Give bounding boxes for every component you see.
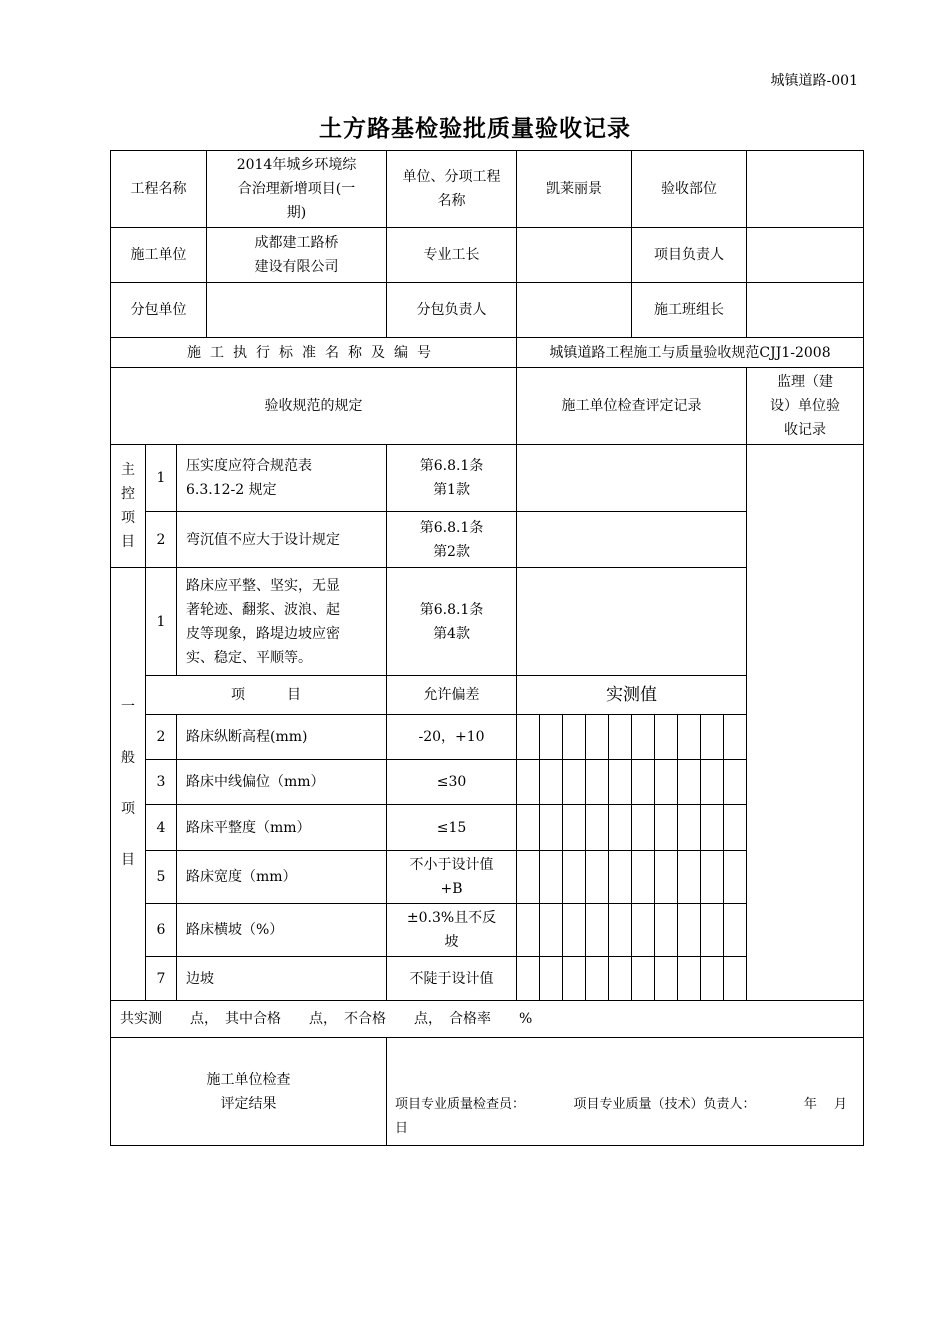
project-name-line-3: 期) bbox=[286, 205, 307, 221]
measured-cell bbox=[609, 760, 632, 805]
measured-cell bbox=[678, 957, 701, 1001]
measured-cell bbox=[701, 760, 724, 805]
measured-cell bbox=[563, 805, 586, 851]
item-description: 弯沉值不应大于设计规定 bbox=[177, 512, 387, 568]
supervisor-header: 监理（建 设）单位验 收记录 bbox=[747, 368, 864, 445]
measured-cell bbox=[701, 715, 724, 760]
item-number: 1 bbox=[146, 445, 177, 512]
measured-cell bbox=[632, 805, 655, 851]
subcontractor-row bbox=[111, 283, 864, 338]
item-name: 路床纵断高程(mm) bbox=[177, 715, 387, 760]
measured-cell bbox=[678, 805, 701, 851]
project-name-value bbox=[207, 151, 387, 228]
measured-cell bbox=[724, 805, 747, 851]
sub-lead-value bbox=[517, 283, 632, 338]
summary-row bbox=[111, 1001, 864, 1038]
measured-cell bbox=[632, 957, 655, 1001]
tolerance-value: ≤30 bbox=[387, 760, 517, 805]
check-record-cell bbox=[517, 445, 747, 512]
item-number: 2 bbox=[146, 715, 177, 760]
general-items-group-label: 一 般 项 目 bbox=[111, 568, 146, 1001]
item-clause: 第6.8.1条 第2款 bbox=[387, 512, 517, 568]
item-number: 4 bbox=[146, 805, 177, 851]
item-column-header: 项 目 bbox=[146, 676, 387, 715]
measured-cell bbox=[540, 904, 563, 957]
main-item-row bbox=[111, 445, 864, 512]
item-number: 6 bbox=[146, 904, 177, 957]
contractor-label: 施工单位 bbox=[111, 228, 207, 283]
measured-cell bbox=[655, 957, 678, 1001]
measured-cell bbox=[563, 851, 586, 904]
measured-cell bbox=[724, 760, 747, 805]
measured-cell bbox=[517, 957, 540, 1001]
tolerance-value: ≤15 bbox=[387, 805, 517, 851]
project-name-label: 工程名称 bbox=[111, 151, 207, 228]
measured-cell bbox=[724, 851, 747, 904]
project-name-line-2: 合治理新增项目(一 bbox=[237, 181, 356, 197]
summary-text: 共实测 点， 其中合格 点， 不合格 点， 合格率 % bbox=[111, 1001, 864, 1038]
main-items-group-label: 主 控 项 目 bbox=[111, 445, 146, 568]
project-info-row bbox=[111, 151, 864, 228]
item-name: 边坡 bbox=[177, 957, 387, 1001]
subproject-value: 凯莱丽景 bbox=[517, 151, 632, 228]
measured-cell bbox=[540, 957, 563, 1001]
document-title: 土方路基检验批质量验收记录 bbox=[319, 115, 631, 142]
item-number: 3 bbox=[146, 760, 177, 805]
measured-cell bbox=[517, 760, 540, 805]
measured-cell bbox=[563, 715, 586, 760]
measured-cell bbox=[701, 851, 724, 904]
inspector-signature-label: 项目专业质量检查员： bbox=[395, 1097, 526, 1112]
measured-cell bbox=[724, 904, 747, 957]
measured-cell bbox=[609, 715, 632, 760]
measured-cell bbox=[678, 904, 701, 957]
item-name: 路床平整度（mm） bbox=[177, 805, 387, 851]
tolerance-value: ±0.3%且不反 坡 bbox=[387, 904, 517, 957]
check-record-cell bbox=[517, 512, 747, 568]
document-code: 城镇道路-001 bbox=[770, 73, 858, 89]
item-number: 1 bbox=[146, 568, 177, 676]
tolerance-column-header: 允许偏差 bbox=[387, 676, 517, 715]
team-lead-value bbox=[747, 283, 864, 338]
item-number: 7 bbox=[146, 957, 177, 1001]
measured-cell bbox=[563, 957, 586, 1001]
measured-cell bbox=[632, 760, 655, 805]
project-lead-value bbox=[747, 228, 864, 283]
tolerance-value: 不小于设计值 +B bbox=[387, 851, 517, 904]
measured-cell bbox=[586, 957, 609, 1001]
item-name: 路床宽度（mm） bbox=[177, 851, 387, 904]
measured-cell bbox=[609, 957, 632, 1001]
measured-cell bbox=[517, 904, 540, 957]
measured-cell bbox=[632, 904, 655, 957]
measured-cell bbox=[701, 957, 724, 1001]
result-label: 施工单位检查 评定结果 bbox=[111, 1038, 387, 1146]
supervisor-record-cell bbox=[747, 445, 864, 1001]
measured-cell bbox=[632, 715, 655, 760]
contractor-check-header: 施工单位检查评定记录 bbox=[517, 368, 747, 445]
item-number: 5 bbox=[146, 851, 177, 904]
subcontractor-label: 分包单位 bbox=[111, 283, 207, 338]
item-clause: 第6.8.1条 第4款 bbox=[387, 568, 517, 676]
item-clause: 第6.8.1条 第1款 bbox=[387, 445, 517, 512]
measured-cell bbox=[632, 851, 655, 904]
measured-cell bbox=[701, 805, 724, 851]
item-description: 压实度应符合规范表 6.3.12-2 规定 bbox=[177, 445, 387, 512]
subcontractor-value bbox=[207, 283, 387, 338]
measured-cell bbox=[586, 904, 609, 957]
sub-lead-label: 分包负责人 bbox=[387, 283, 517, 338]
inspect-part-label: 验收部位 bbox=[632, 151, 747, 228]
tolerance-value: -20，+10 bbox=[387, 715, 517, 760]
date-day: 日 bbox=[395, 1121, 409, 1136]
measured-cell bbox=[655, 904, 678, 957]
measured-cell bbox=[609, 805, 632, 851]
measured-cell bbox=[655, 805, 678, 851]
measured-cell bbox=[655, 851, 678, 904]
inspect-part-value bbox=[747, 151, 864, 228]
item-description: 路床应平整、坚实，无显 著轮迹、翻浆、波浪、起 皮等现象，路堤边坡应密 实、稳定、平顺等。 bbox=[177, 568, 387, 676]
standard-row bbox=[111, 338, 864, 368]
signature-area bbox=[387, 1038, 864, 1146]
spec-header: 验收规范的规定 bbox=[111, 368, 517, 445]
measured-cell bbox=[540, 715, 563, 760]
measured-cell bbox=[609, 904, 632, 957]
measured-cell bbox=[540, 805, 563, 851]
measured-cell bbox=[540, 760, 563, 805]
inspection-record-table bbox=[110, 150, 864, 1146]
measured-cell bbox=[586, 715, 609, 760]
standard-label: 施工执行标准名称及编号 bbox=[111, 338, 517, 368]
measured-cell bbox=[563, 760, 586, 805]
measured-cell bbox=[563, 904, 586, 957]
project-lead-label: 项目负责人 bbox=[632, 228, 747, 283]
measured-cell bbox=[678, 760, 701, 805]
section-header-row bbox=[111, 368, 864, 445]
tolerance-value: 不陡于设计值 bbox=[387, 957, 517, 1001]
measured-cell bbox=[586, 760, 609, 805]
check-record-cell bbox=[517, 568, 747, 676]
result-row bbox=[111, 1038, 864, 1146]
measured-cell bbox=[517, 851, 540, 904]
measured-cell bbox=[517, 715, 540, 760]
tech-lead-signature-label: 项目专业质量（技术）负责人： bbox=[573, 1097, 756, 1112]
measured-cell bbox=[678, 715, 701, 760]
measured-cell bbox=[655, 715, 678, 760]
measured-cell bbox=[609, 851, 632, 904]
project-name-line-1: 2014年城乡环境综 bbox=[236, 157, 357, 173]
standard-value: 城镇道路工程施工与质量验收规范CJJ1-2008 bbox=[517, 338, 864, 368]
contractor-value: 成都建工路桥 建设有限公司 bbox=[207, 228, 387, 283]
measured-cell bbox=[517, 805, 540, 851]
team-lead-label: 施工班组长 bbox=[632, 283, 747, 338]
item-number: 2 bbox=[146, 512, 177, 568]
foreman-label: 专业工长 bbox=[387, 228, 517, 283]
measured-cell bbox=[655, 760, 678, 805]
date-year-month: 年 月 bbox=[803, 1097, 848, 1112]
measured-values-header: 实测值 bbox=[517, 676, 747, 715]
subproject-label: 单位、分项工程 名称 bbox=[387, 151, 517, 228]
measured-cell bbox=[724, 715, 747, 760]
measured-cell bbox=[701, 904, 724, 957]
measured-cell bbox=[678, 851, 701, 904]
item-name: 路床横坡（%） bbox=[177, 904, 387, 957]
contractor-row bbox=[111, 228, 864, 283]
measured-cell bbox=[724, 957, 747, 1001]
measured-cell bbox=[586, 805, 609, 851]
foreman-value bbox=[517, 228, 632, 283]
measured-cell bbox=[540, 851, 563, 904]
item-name: 路床中线偏位（mm） bbox=[177, 760, 387, 805]
measured-cell bbox=[586, 851, 609, 904]
